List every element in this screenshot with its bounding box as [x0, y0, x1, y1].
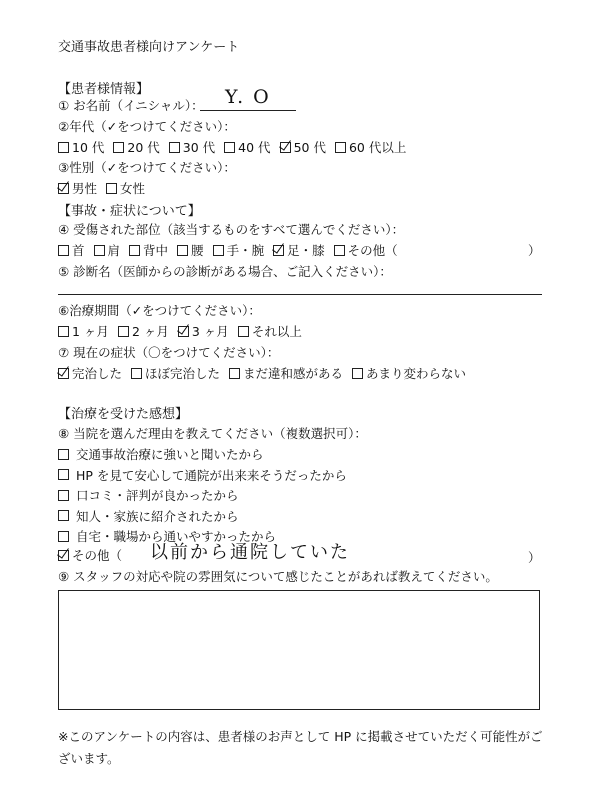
reason-checkbox[interactable]	[58, 510, 69, 521]
injury-checkbox[interactable]	[213, 245, 224, 256]
injury-option-label: 手・腕	[226, 243, 265, 258]
form-title: 交通事故患者様向けアンケート	[58, 40, 240, 55]
injury-option-label: 腰	[191, 243, 204, 258]
age-option-label: 40 代	[238, 140, 271, 155]
period-option[interactable]	[118, 322, 169, 340]
patient-section-heading: 【患者様情報】	[58, 82, 150, 97]
reason-option[interactable]	[58, 507, 239, 525]
symptom-checkbox[interactable]	[229, 368, 240, 379]
age-option-label: 60 代以上	[348, 140, 407, 155]
injury-checkbox[interactable]	[334, 245, 345, 256]
footnote: ※このアンケートの内容は、患者様のお声として HP に掲載させていただく可能性がございます。	[58, 729, 543, 766]
age-checkbox[interactable]	[335, 142, 346, 153]
age-checkbox[interactable]	[169, 142, 180, 153]
name-value[interactable]: Y. O	[225, 86, 271, 108]
symptom-option-label: あまり変わらない	[366, 366, 467, 381]
name-label: ① お名前（イニシャル）：	[58, 98, 204, 113]
age-option[interactable]	[169, 138, 215, 156]
period-option-label: 2 ヶ月	[131, 324, 169, 339]
reason-option-label: HP を見て安心して通院が出来来そうだったから	[76, 467, 347, 483]
period-option[interactable]	[58, 322, 109, 340]
injury-option[interactable]	[94, 241, 121, 259]
symptom-option[interactable]	[131, 364, 220, 382]
injury-option-label: 肩	[107, 243, 121, 258]
period-checkbox[interactable]	[178, 326, 189, 337]
reason-other-row	[58, 546, 122, 564]
symptom-checkbox[interactable]	[352, 368, 363, 379]
age-option-label: 20 代	[127, 140, 160, 155]
reason-close-paren: ）	[528, 550, 541, 565]
period-checkbox[interactable]	[238, 326, 249, 337]
injury-option[interactable]	[177, 241, 204, 259]
reason-option-label: 交通事故治療に強いと聞いたから	[76, 447, 264, 462]
age-option-label: 10 代	[72, 140, 105, 155]
age-option[interactable]	[113, 138, 159, 156]
period-option-label: 3 ヶ月	[191, 324, 229, 339]
reason-other-checkbox[interactable]	[58, 550, 69, 561]
diagnosis-line[interactable]	[58, 294, 542, 295]
age-options	[58, 138, 415, 156]
injury-close-paren: ）	[528, 243, 541, 258]
age-option[interactable]	[335, 138, 406, 156]
injury-option-label: 首	[72, 243, 85, 258]
injury-option-label: 背中	[143, 243, 169, 258]
sex-option-label: 女性	[120, 181, 146, 196]
age-checkbox[interactable]	[224, 142, 235, 153]
period-checkbox[interactable]	[118, 326, 129, 337]
period-option[interactable]	[178, 322, 229, 340]
symptom-option[interactable]	[58, 364, 122, 382]
injury-option-label: 足・膝	[287, 243, 325, 258]
injury-checkbox[interactable]	[58, 245, 69, 256]
staff-label: ⑨ スタッフの対応や院の雰囲気について感じたことがあれば教えてください。	[58, 569, 498, 584]
period-label: ⑥治療期間（✓をつけてください）：	[58, 303, 261, 318]
injury-checkbox[interactable]	[177, 245, 188, 256]
staff-comment-box[interactable]	[58, 590, 540, 710]
symptom-checkbox[interactable]	[131, 368, 142, 379]
reason-option[interactable]	[58, 486, 239, 504]
reason-option[interactable]	[58, 445, 264, 463]
symptom-option-label: ほぼ完治した	[145, 366, 221, 381]
sex-label: ③性別（✓をつけてください）：	[58, 160, 236, 175]
reason-other-value[interactable]: 以前から通院していた	[150, 542, 350, 563]
injury-checkbox[interactable]	[129, 245, 140, 256]
age-option-label: 50 代	[293, 140, 326, 155]
injury-checkbox[interactable]	[273, 245, 284, 256]
age-option-label: 30 代	[182, 140, 216, 155]
reason-option-label: 知人・家族に紹介されたから	[76, 508, 239, 524]
injury-option[interactable]	[213, 241, 265, 259]
injury-option[interactable]	[273, 241, 325, 259]
reason-other-label: その他（	[72, 548, 123, 563]
age-label: ②年代（✓をつけてください）：	[58, 119, 236, 134]
injury-options	[58, 241, 407, 259]
period-checkbox[interactable]	[58, 326, 69, 337]
symptom-label: ⑦ 現在の症状（〇をつけてください）：	[58, 345, 280, 360]
period-option[interactable]	[238, 322, 302, 340]
injury-option-label: その他（	[347, 243, 398, 258]
age-option[interactable]	[280, 138, 326, 156]
age-checkbox[interactable]	[113, 142, 124, 153]
symptom-option[interactable]	[229, 364, 343, 382]
impression-section-heading: 【治療を受けた感想】	[58, 407, 189, 422]
period-option-label: 1 ヶ月	[72, 324, 109, 339]
sex-checkbox[interactable]	[58, 183, 69, 194]
injury-option[interactable]	[129, 241, 168, 259]
reason-checkbox[interactable]	[58, 531, 69, 542]
injury-checkbox[interactable]	[94, 245, 105, 256]
symptom-option[interactable]	[352, 364, 466, 382]
period-options	[58, 322, 311, 340]
age-option[interactable]	[224, 138, 270, 156]
reason-checkbox[interactable]	[58, 449, 69, 460]
reason-option-label: 口コミ・評判が良かったから	[76, 488, 239, 503]
age-option[interactable]	[58, 138, 104, 156]
injury-label: ④ 受傷された部位（該当するものをすべて選んでください）：	[58, 222, 405, 237]
age-checkbox[interactable]	[58, 142, 69, 153]
injury-option[interactable]	[334, 241, 398, 259]
reason-checkbox[interactable]	[58, 490, 69, 501]
age-checkbox[interactable]	[280, 142, 291, 153]
period-option-label: それ以上	[251, 324, 302, 339]
reason-label: ⑧ 当院を選んだ理由を教えてください（複数選択可）：	[58, 426, 367, 441]
symptom-option-label: まだ違和感がある	[243, 366, 344, 381]
sex-option[interactable]	[106, 179, 145, 197]
diagnosis-label: ⑤ 診断名（医師からの診断がある場合、ご記入ください）：	[58, 264, 392, 279]
symptom-option-label: 完治した	[72, 366, 123, 381]
injury-option[interactable]	[58, 241, 85, 259]
reason-checkbox[interactable]	[58, 469, 69, 480]
reason-option[interactable]	[58, 466, 347, 484]
sex-option-label: 男性	[72, 181, 98, 196]
reason-option-label: 自宅・職場から通いやすかったから	[76, 529, 277, 544]
symptom-checkbox[interactable]	[58, 368, 69, 379]
sex-option[interactable]	[58, 179, 97, 197]
name-underline	[200, 110, 296, 111]
accident-section-heading: 【事故・症状について】	[58, 204, 201, 219]
sex-checkbox[interactable]	[106, 183, 117, 194]
symptom-options	[58, 364, 475, 382]
sex-options	[58, 179, 154, 197]
